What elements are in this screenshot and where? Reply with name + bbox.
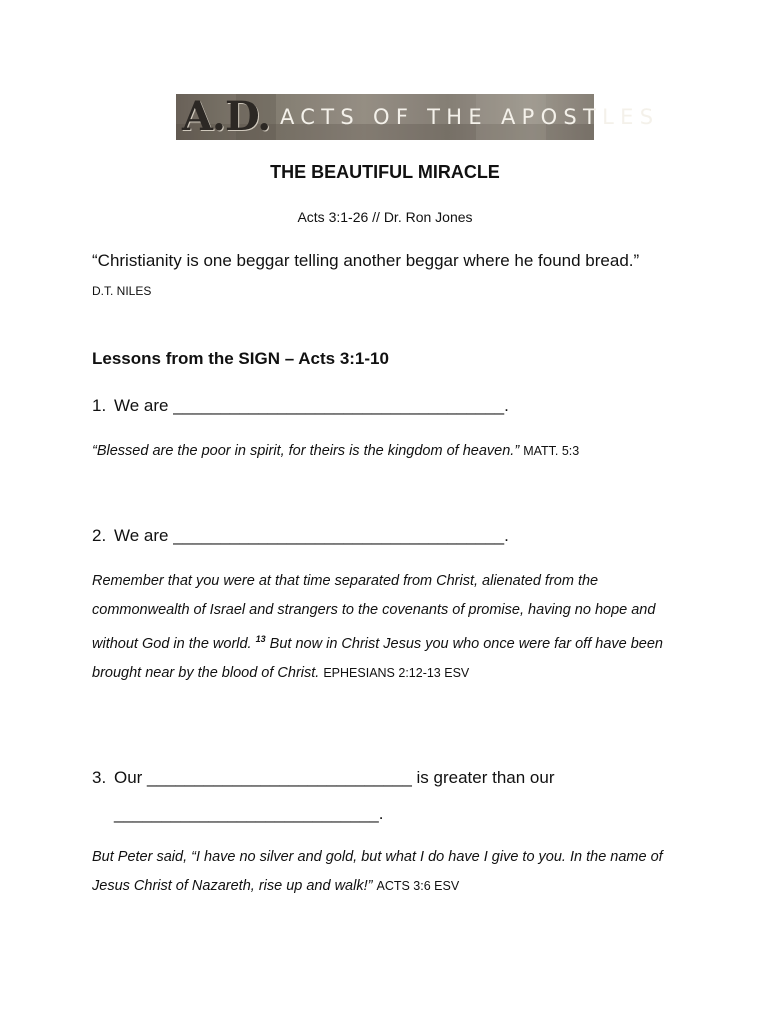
verse-reference: EPHESIANS 2:12-13 ESV <box>323 665 470 680</box>
verse-reference: ACTS 3:6 ESV <box>376 879 460 893</box>
point-number: 3. <box>92 768 107 787</box>
banner-title-text: ACTS OF THE APOSTLES <box>280 105 660 129</box>
verse-text: Remember that you were at that time separated from Christ, alienated from the commonwealth of Israel and strangers to the covenants of promise, having no hope and without God in the world. <box>92 573 656 652</box>
point-3 <box>92 767 554 789</box>
verse-acts <box>92 843 692 901</box>
point-number: 1. <box>92 396 107 415</box>
point-2 <box>92 525 509 547</box>
acts-banner-image <box>176 93 660 140</box>
verse-text: “Blessed are the poor in spirit, for theirs is the kingdom of heaven.” <box>92 443 520 459</box>
banner-ad-logo: A.D. <box>182 93 271 140</box>
scripture-speaker-line: Acts 3:1-26 // Dr. Ron Jones <box>297 209 473 225</box>
point-fill-in-text: We are ___________________________________. <box>114 526 509 545</box>
point-fill-in-text: We are ___________________________________. <box>114 396 509 415</box>
page-title: THE BEAUTIFUL MIRACLE <box>270 162 500 182</box>
verse-ephesians <box>92 567 692 688</box>
verse-text: But Peter said, “I have no silver and gold, but what I do have I give to you. In the name of Jesus Christ of Nazareth, rise up and walk!” <box>92 849 663 894</box>
verse-reference: MATT. 5:3 <box>523 444 580 458</box>
quote-attribution: D.T. NILES <box>92 284 152 298</box>
verse-matthew <box>92 437 692 466</box>
point-3-continuation: ____________________________. <box>114 804 384 823</box>
section-heading: Lessons from the SIGN – Acts 3:1-10 <box>92 349 389 368</box>
verse-number: 13 <box>255 634 266 644</box>
point-number: 2. <box>92 526 107 545</box>
opening-quote: “Christianity is one beggar telling another beggar where he found bread.” <box>92 251 640 270</box>
point-1 <box>92 395 509 417</box>
point-fill-in-text: Our ____________________________ is greater than our <box>114 768 555 787</box>
verse-text-continued: But now in Christ Jesus you who once were far off have been brought near by the blood of Christ. <box>92 635 663 681</box>
